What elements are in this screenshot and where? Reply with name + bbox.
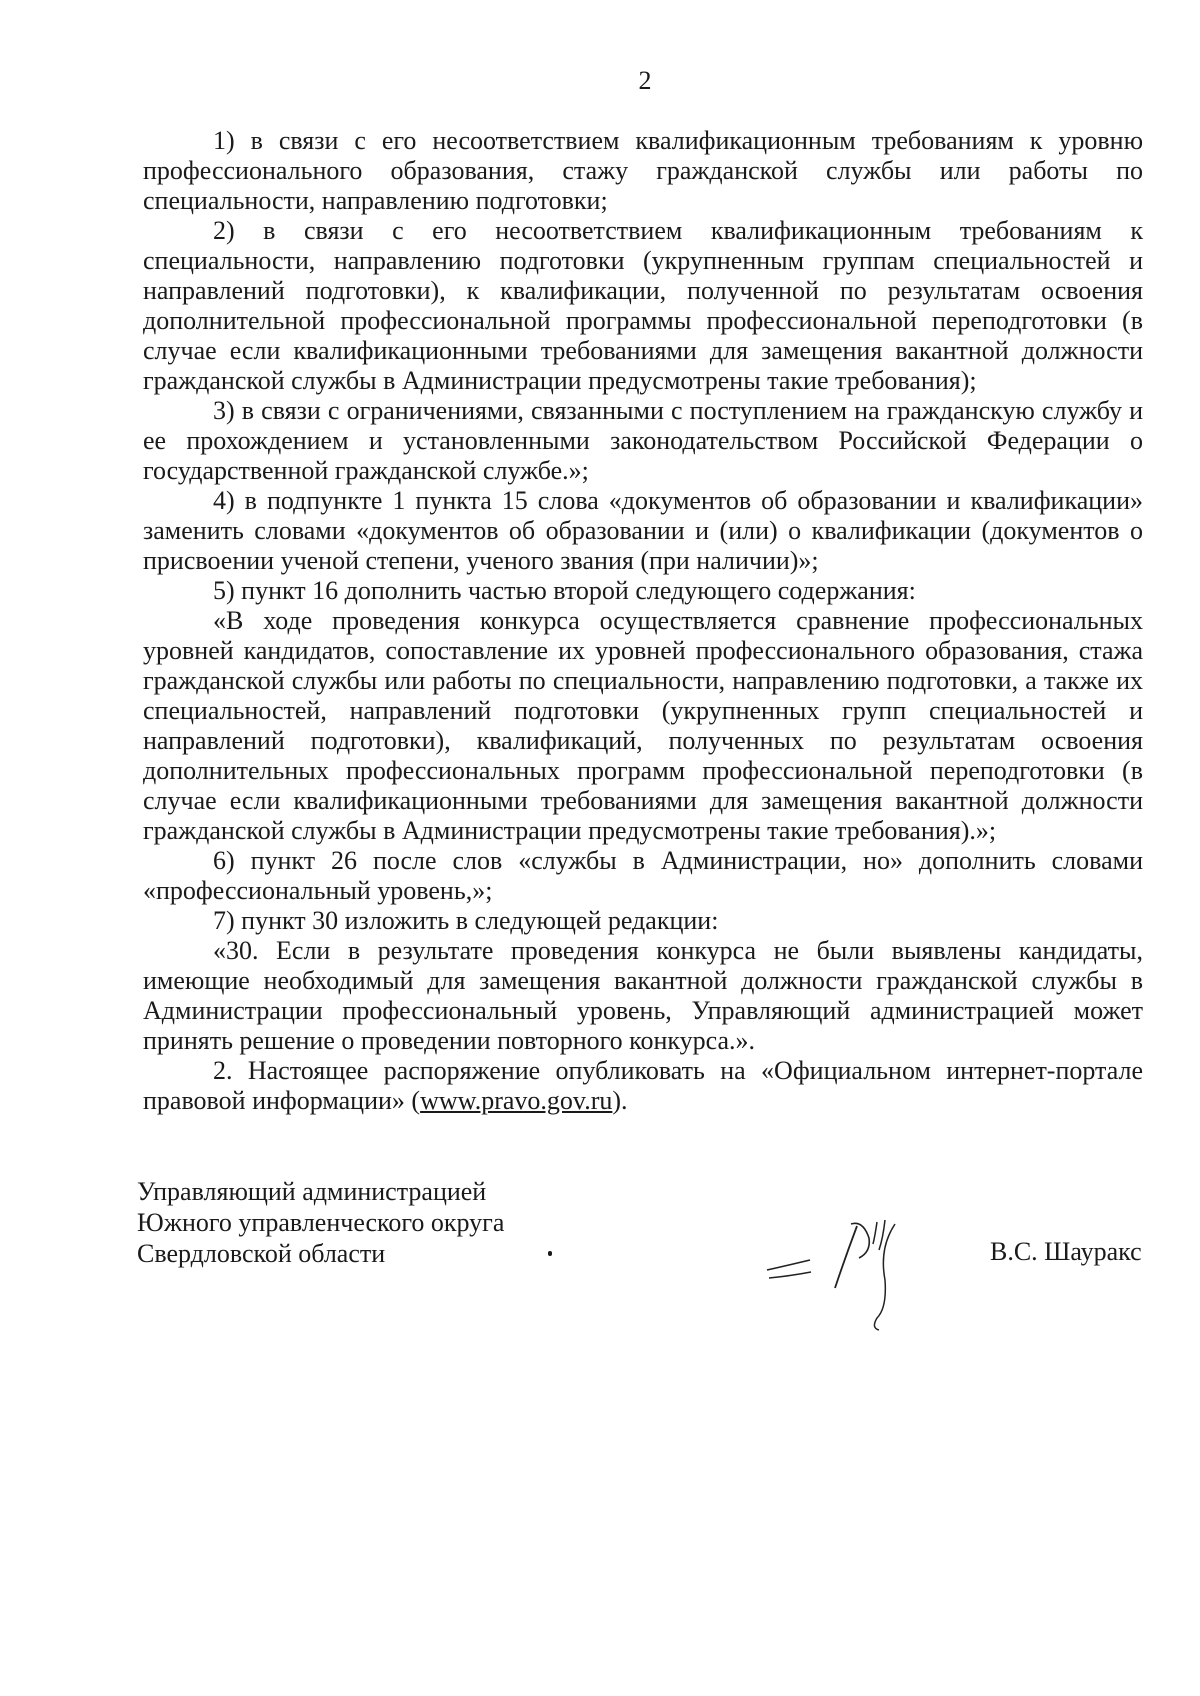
paragraph-item-1: 1) в связи с его несоответствием квалификационным требованиям к уровню профессионального образования, стажу гражданской службы или работы по специальности, направлению подготовки; [143,126,1143,215]
ink-dot [548,1251,552,1256]
publication-link[interactable]: www.pravo.gov.ru [420,1086,613,1115]
paragraph-item-7: 7) пункт 30 изложить в следующей редакции: [213,906,719,935]
signatory-position-line: Свердловской области [137,1239,386,1268]
signatory-position-line: Управляющий администрацией [137,1177,487,1206]
paragraph-item-4: 4) в подпункте 1 пункта 15 слова «документов об образовании и квалификации» заменить словами «документов об образовании и (или) о квалификации (документов о присвоении ученой степени, ученого звания (при наличии)»; [143,486,1143,575]
signatory-position-line: Южного управленческого округа [137,1208,505,1237]
signatory-name: В.С. Шауракс [990,1237,1142,1266]
document-body [143,126,1143,1116]
paragraph-quote-16: «В ходе проведения конкурса осуществляется сравнение профессиональных уровней кандидатов, сопоставление их уровней профессионального образования, стажа гражданской службы или работы по специальности, направлению подготовки, а также их специальностей, направлений подготовки (укрупненных групп специальностей и направлений подготовки), квалификаций, полученных по результатам освоения дополнительных профессиональных программ профессиональной переподготовки (в случае если квалификационными требованиями для замещения вакантной должности гражданской службы в Администрации предусмотрены такие требования).»; [143,606,1143,845]
paragraph-publication [143,1056,1143,1116]
paragraph-quote-30: «30. Если в результате проведения конкурса не были выявлены кандидаты, имеющие необходимый для замещения вакантной должности гражданской службы в Администрации профессиональный уровень, Управляющий администрацией может принять решение о проведении повторного конкурса.». [143,936,1143,1055]
signatory-position [137,1176,504,1269]
paragraph-item-5: 5) пункт 16 дополнить частью второй следующего содержания: [213,576,916,605]
page-number: 2 [638,66,652,95]
handwritten-signature [765,1218,945,1338]
paragraph-item-2: 2) в связи с его несоответствием квалификационным требованиям к специальности, направлению подготовки (укрупненным группам специальностей и направлений подготовки), к квалификации, полученной по результатам освоения дополнительной профессиональной программы профессиональной переподготовки (в случае если квалификационными требованиями для замещения вакантной должности гражданской службы в Администрации предусмотрены такие требования); [143,216,1143,395]
publication-text: 2. Настоящее распоряжение опубликовать на «Официальном интернет-портале правовой информации» ( [143,1056,1143,1115]
publication-tail: ). [612,1086,628,1115]
paragraph-item-6: 6) пункт 26 после слов «службы в Администрации, но» дополнить словами «профессиональный уровень,»; [143,846,1143,905]
paragraph-item-3: 3) в связи с ограничениями, связанными с поступлением на гражданскую службу и ее прохождением и установленными законодательством Российской Федерации о государственной гражданской службе.»; [143,396,1143,485]
